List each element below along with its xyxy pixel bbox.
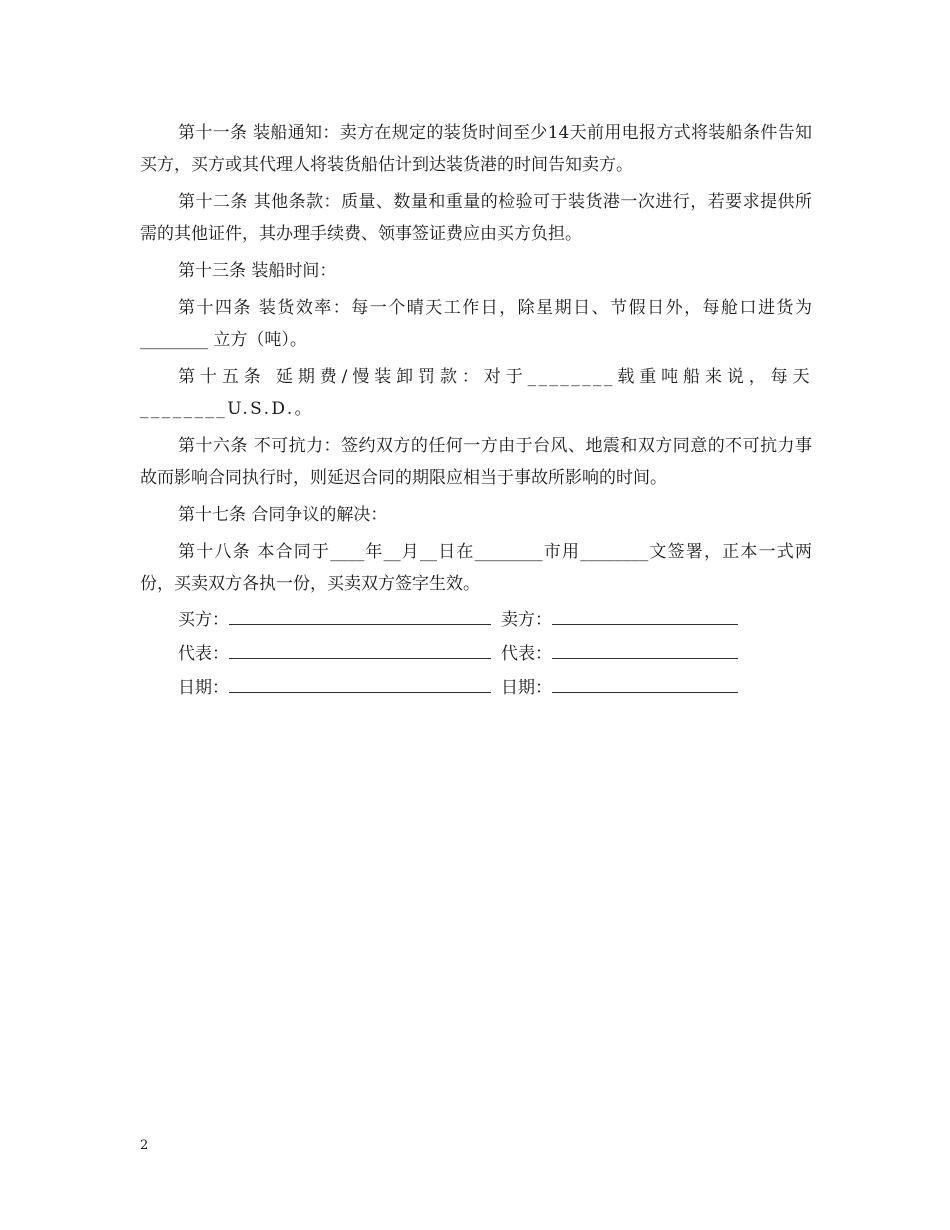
signature-row-date xyxy=(140,673,812,707)
buyer-date-label: 日期： xyxy=(178,678,229,698)
clause-18: 第十八条 本合同于____年__月__日在________市用________文签署，正本一式两份，买卖双方各执一份，买卖双方签字生效。 xyxy=(140,542,812,594)
page-number: 2 xyxy=(140,1138,149,1153)
buyer-representative-label: 代表： xyxy=(178,644,229,664)
clause-17: 第十七条 合同争议的解决： xyxy=(178,505,388,525)
clause-12: 第十二条 其他条款：质量、数量和重量的检验可于装货港一次进行，若要求提供所需的其他证件，其办理手续费、领事签证费应由买方负担。 xyxy=(140,192,812,244)
clause-16: 第十六条 不可抗力：签约双方的任何一方由于台风、地震和双方同意的不可抗力事故而影响合同执行时，则延迟合同的期限应相当于事故所影响的时间。 xyxy=(140,436,812,488)
seller-date-label: 日期： xyxy=(501,678,552,698)
clause-14: 第十四条 装货效率：每一个晴天工作日，除星期日、节假日外，每舱口进货为________ 立方（吨）。 xyxy=(140,298,812,350)
clause-15: 第十五条 延期费/慢装卸罚款：对于________载重吨船来说，每天________U.S.D.。 xyxy=(140,367,812,419)
buyer-signature-line xyxy=(229,606,491,625)
document-body xyxy=(140,117,812,707)
buyer-representative-line xyxy=(229,640,491,659)
seller-date-line xyxy=(552,674,738,693)
clause-11: 第十一条 装船通知：卖方在规定的装货时间至少14天前用电报方式将装船条件告知买方，买方或其代理人将装货船估计到达装货港的时间告知卖方。 xyxy=(140,123,812,175)
seller-signature-line xyxy=(552,606,738,625)
clause-13: 第十三条 装船时间： xyxy=(178,261,337,281)
signature-row-representative xyxy=(140,639,812,673)
buyer-label: 买方： xyxy=(178,610,229,630)
seller-representative-label: 代表： xyxy=(501,644,552,664)
seller-representative-line xyxy=(552,640,738,659)
buyer-date-line xyxy=(229,674,491,693)
seller-label: 卖方： xyxy=(501,610,552,630)
signature-block xyxy=(140,605,812,707)
signature-row-party xyxy=(140,605,812,639)
